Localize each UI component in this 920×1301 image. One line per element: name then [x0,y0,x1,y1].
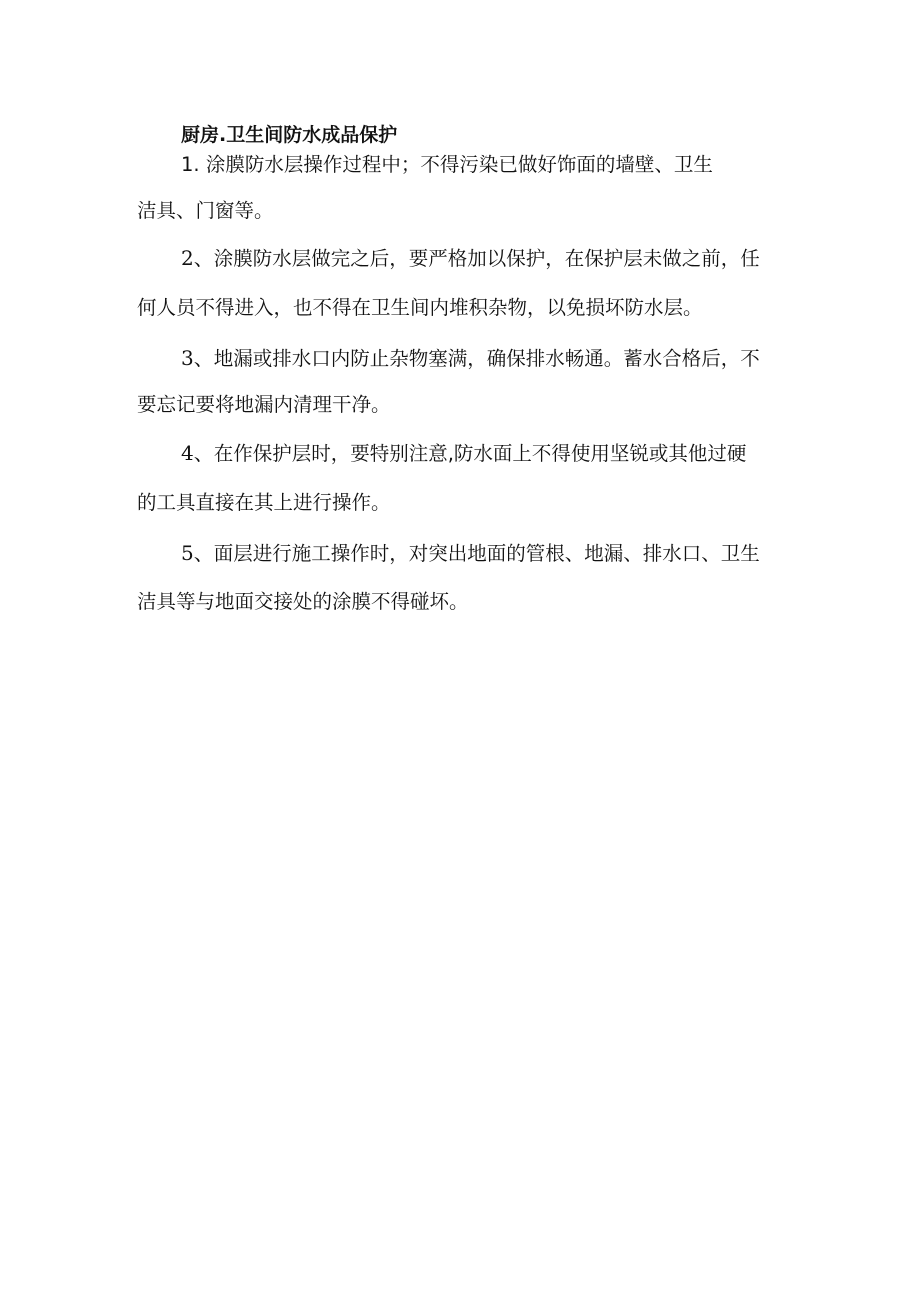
item-number: 3、 [181,346,214,370]
item-number: 2、 [181,246,214,270]
paragraph-3-second-line: 要忘记要将地漏内清理干净。 [137,393,391,416]
paragraph-1-first-line [181,152,713,178]
paragraph-2-first-line [181,245,760,272]
paragraph-text: 涂膜防水层操作过程中；不得污染已做好饰面的墙壁、卫生 [205,153,713,176]
paragraph-5-first-line [181,540,760,567]
paragraph-text: 地漏或排水口内防止杂物塞满，确保排水畅通。蓄水合格后，不 [213,347,760,370]
paragraph-4-second-line: 的工具直接在其上进行操作。 [137,491,391,514]
item-number: 4、 [181,441,214,465]
paragraph-4-first-line [181,440,746,467]
paragraph-text: 面层进行施工操作时，对突出地面的管根、地漏、排水口、卫生 [213,542,760,565]
paragraph-text: 涂膜防水层做完之后，要严格加以保护，在保护层未做之前，任 [213,247,760,270]
item-number: 1. [181,153,200,176]
paragraph-1-second-line: 洁具、门窗等。 [137,199,274,222]
item-number: 5、 [181,541,214,565]
paragraph-5-second-line: 洁具等与地面交接处的涂膜不得碰坏。 [137,590,469,613]
document-title: 厨房.卫生间防水成品保护 [181,124,398,146]
paragraph-3-first-line [181,345,760,372]
paragraph-text: 在作保护层时，要特别注意,防水面上不得使用坚锐或其他过硬 [213,442,747,465]
paragraph-2-second-line: 何人员不得进入，也不得在卫生间内堆积杂物，以免损坏防水层。 [137,296,703,319]
